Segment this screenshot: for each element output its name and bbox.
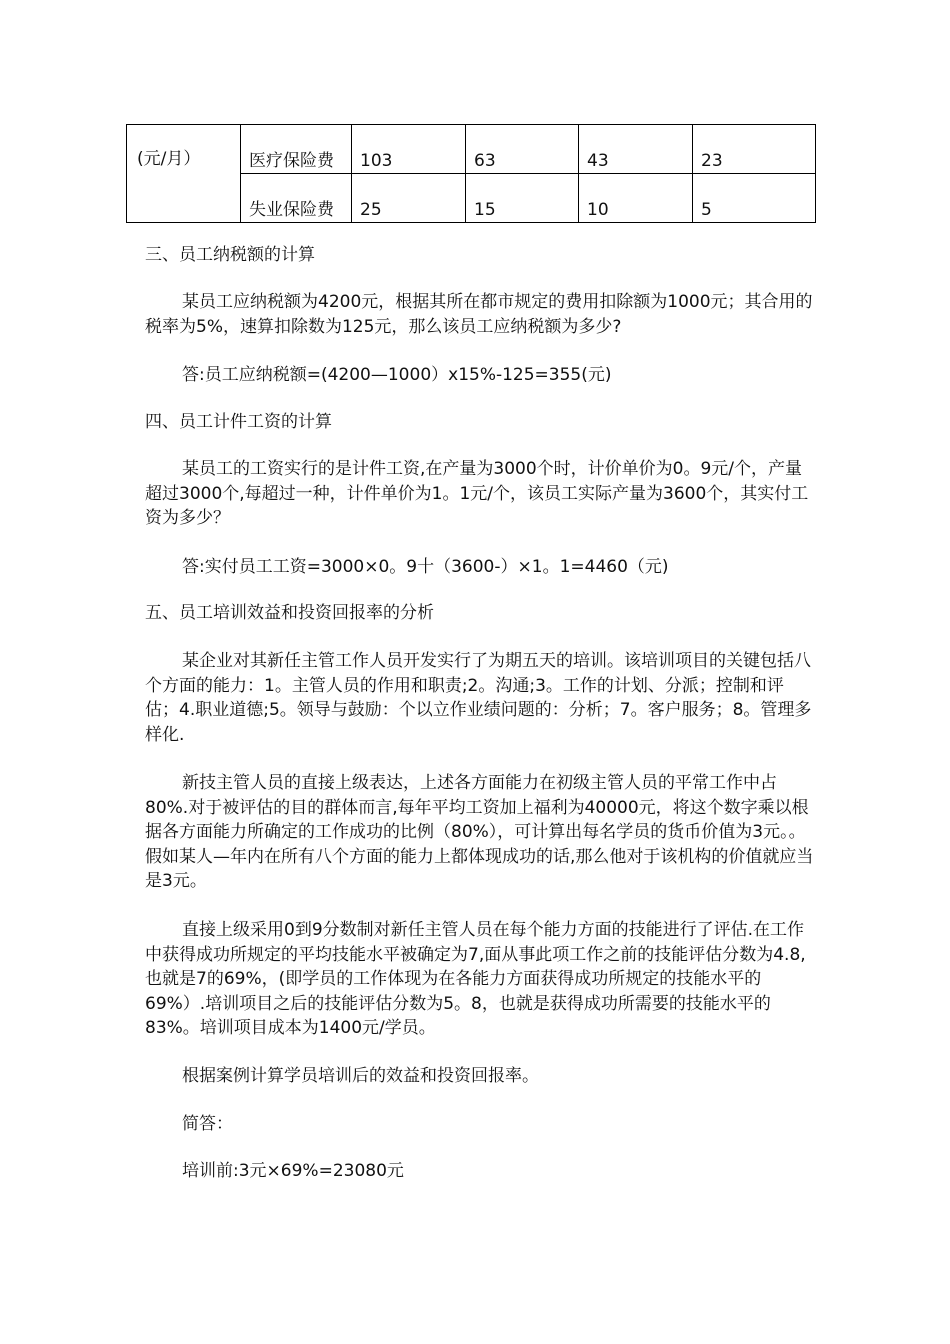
value-cell: 10 [579, 174, 693, 223]
body-paragraph: 直接上级采用0到9分数制对新任主管人员在每个能力方面的技能进行了评估.在工作中获得成功所规定的平均技能水平被确定为7,面从事此项工作之前的技能评估分数为4.8,也就是7的69%，(即学员的工作体现为在各能力方面获得成功所规定的技能水平的69%）.培训项目之后的技能评估分数为5。8，也就是获得成功所需要的技能水平的83%。培训项目成本为1400元/学员。 [145, 920, 806, 1038]
question-paragraph: 某员工应纳税额为4200元，根据其所在都市规定的费用扣除额为1000元；其合用的税率为5%，速算扣除数为125元，那么该员工应纳税额为多少? [145, 292, 813, 337]
item-cell: 失业保险费 [241, 174, 352, 223]
section-heading: 三、员工纳税额的计算 [145, 245, 315, 265]
body-paragraph: 新技主管人员的直接上级表达，上述各方面能力在初级主管人员的平常工作中占80%.对于被评估的目的群体而言,每年平均工资加上福利为40000元，将这个数字乘以根据各方面能力所确定的工作成功的比例（80%），可计算出每名学员的货币价值为3元。。假如某人—年内在所有八个方面的能力上都体现成功的话,那么他对于该机构的价值就应当是3元。 [145, 773, 814, 891]
answer-paragraph: 答:员工应纳税额=(4200—1000）x15%-125=355(元) [182, 365, 612, 385]
value-cell: 5 [693, 174, 816, 223]
value-cell: 15 [466, 174, 579, 223]
value-cell: 43 [579, 125, 693, 174]
answer-paragraph: 答:实付员工工资=3000×0。9十（3600-）×1。1=4460（元) [182, 557, 669, 577]
section-heading: 四、员工计件工资的计算 [145, 412, 332, 432]
unit-cell: (元/月） [127, 125, 241, 223]
body-paragraph: 简答： [182, 1114, 233, 1134]
body-paragraph: 某企业对其新任主管工作人员开发实行了为期五天的培训。该培训项目的关键包括八个方面的能力：1。主管人员的作用和职责;2。沟通;3。工作的计划、分派；控制和评估；4.职业道德;5。领导与鼓励：个以立作业绩问题的：分析；7。客户服务；8。管理多样化. [145, 651, 812, 745]
item-cell: 医疗保险费 [241, 125, 352, 174]
body-paragraph: 根据案例计算学员培训后的效益和投资回报率。 [182, 1066, 539, 1086]
value-cell: 103 [352, 125, 466, 174]
value-cell: 23 [693, 125, 816, 174]
table-row [127, 125, 816, 174]
question-paragraph: 某员工的工资实行的是计件工资,在产量为3000个时，计价单价为0。9元/个，产量超过3000个,每超过一种，计件单价为1。1元/个，该员工实际产量为3600个，其实付工资为多少？ [145, 459, 809, 528]
section-heading: 五、员工培训效益和投资回报率的分析 [145, 603, 434, 623]
value-cell: 63 [466, 125, 579, 174]
insurance-table [126, 124, 816, 223]
value-cell: 25 [352, 174, 466, 223]
body-paragraph: 培训前:3元×69%=23080元 [182, 1161, 404, 1181]
